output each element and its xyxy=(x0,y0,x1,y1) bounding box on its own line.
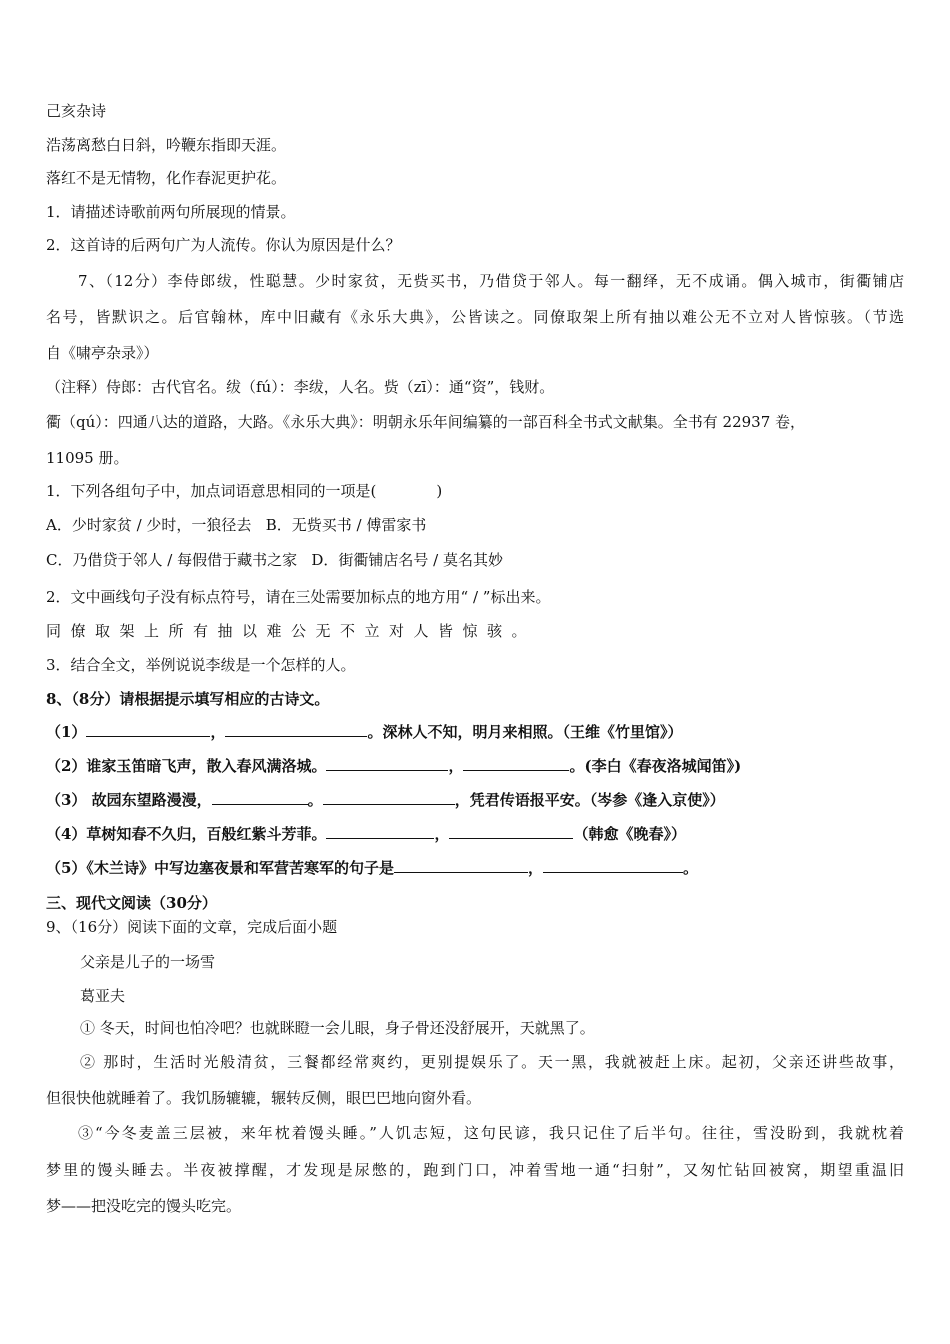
q7-note-1: （注释）侍郎：古代官名。绂（fú）：李绂，人名。赀（zī）：通“资”，钱财。 xyxy=(46,378,555,396)
article-paragraph-3-line-2: 梦里的馒头睡去。半夜被撑醒，才发现是尿憋的，跑到门口，冲着雪地一通“扫射”，又匆忙钻回被窝，期望重温旧 xyxy=(46,1161,904,1179)
q8-item-2-separator: ， xyxy=(448,757,464,775)
article-author: 葛亚夫 xyxy=(80,987,126,1005)
option-b: B．无赀买书 / 傅雷家书 xyxy=(265,516,427,534)
answer-blank[interactable] xyxy=(212,790,308,805)
article-paragraph-2-line-2: 但很快他就睡着了。我饥肠辘辘，辗转反侧，眼巴巴地向窗外看。 xyxy=(46,1089,482,1107)
answer-blank[interactable] xyxy=(225,722,367,737)
q8-item-5-text: （5）《木兰诗》中写边塞夜景和军营苦寒军的句子是 xyxy=(46,859,394,877)
q8-item-5-end: 。 xyxy=(682,859,698,877)
option-d: D．街衢铺店名号 / 莫名其妙 xyxy=(311,551,504,569)
article-paragraph-3-line-1: ③“今冬麦盖三层被，来年枕着馒头睡。”人饥志短，这句民谚，我只记住了后半句。往往，雪没盼到，我就枕着 xyxy=(78,1124,904,1142)
option-c: C．乃借贷于邻人 / 每假借于藏书之家 xyxy=(46,551,298,569)
poem-line-1: 浩荡离愁白日斜，吟鞭东指即天涯。 xyxy=(46,136,287,154)
q7-passage-line-1: 7、（12分）李侍郎绂，性聪慧。少时家贫，无赀买书，乃借贷于邻人。每一翻绎，无不成诵。偶入城市，街衢铺店 xyxy=(78,272,904,290)
q7-subquestion-3: 3．结合全文，举例说说李绂是一个怎样的人。 xyxy=(46,656,356,674)
q7-passage-line-3: 自《啸亭杂录》） xyxy=(46,344,159,362)
q7-subquestion-2: 2．文中画线句子没有标点符号，请在三处需要加标点的地方用“ / ”标出来。 xyxy=(46,588,551,606)
q8-item-3-text: （3） 故园东望路漫漫， xyxy=(46,791,212,809)
q8-item-4-text: （4）草树知春不久归，百般红紫斗芳菲。 xyxy=(46,825,327,843)
poem-question-2: 2．这首诗的后两句广为人流传。你认为原因是什么？ xyxy=(46,236,401,254)
q8-item-4 xyxy=(46,824,686,844)
q8-item-5 xyxy=(46,858,698,878)
q8-item-1-text: 。深林人不知，明月来相照。（王维《竹里馆》） xyxy=(367,723,683,741)
q8-item-1-number: （1） xyxy=(46,723,87,741)
q7-note-2: 衢（qú）：四通八达的道路，大路。《永乐大典》：明朝永乐年间编纂的一部百科全书式文献集。全书有 22937 卷， xyxy=(46,413,806,431)
article-paragraph-1: ① 冬天，时间也怕冷吧？也就眯瞪一会儿眼，身子骨还没舒展开，天就黑了。 xyxy=(80,1019,595,1037)
answer-blank[interactable] xyxy=(326,756,448,771)
section-3-heading: 三、现代文阅读（30分） xyxy=(46,894,217,912)
q8-item-3-separator: 。 xyxy=(307,791,323,809)
q7-passage-line-2: 名号，皆默识之。后官翰林，库中旧藏有《永乐大典》，公皆读之。同僚取架上所有抽以难公无不立对人皆惊骇。（节选 xyxy=(46,308,904,326)
answer-blank[interactable] xyxy=(449,824,573,839)
answer-blank[interactable] xyxy=(323,790,455,805)
q9-instruction: 9、（16分）阅读下面的文章，完成后面小题 xyxy=(46,918,338,936)
q8-item-5-separator: ， xyxy=(527,859,543,877)
option-a: A．少时家贫 / 少时，一狼径去 xyxy=(46,516,252,534)
answer-blank[interactable] xyxy=(394,858,528,873)
q8-item-1 xyxy=(46,722,682,742)
q8-item-2 xyxy=(46,756,741,776)
poem-line-2: 落红不是无情物，化作春泥更护花。 xyxy=(46,169,287,187)
article-title: 父亲是儿子的一场雪 xyxy=(80,953,216,971)
q7-subquestion-1: 1．下列各组句子中，加点词语意思相同的一项是( ) xyxy=(46,482,443,500)
q8-item-3 xyxy=(46,790,725,810)
answer-blank[interactable] xyxy=(326,824,434,839)
poem-title: 己亥杂诗 xyxy=(46,102,107,120)
q8-item-2-source: 。(李白《春夜洛城闻笛》) xyxy=(569,757,742,775)
answer-blank[interactable] xyxy=(86,722,210,737)
q7-options-ab xyxy=(46,515,426,535)
answer-blank[interactable] xyxy=(543,858,683,873)
poem-question-1: 1．请描述诗歌前两句所展现的情景。 xyxy=(46,203,296,221)
q7-note-3: 11095 册。 xyxy=(46,449,129,467)
q8-item-3-source: ，凭君传语报平安。（岑参《逢入京使》） xyxy=(454,791,725,809)
q8-item-1-separator: ， xyxy=(210,723,226,741)
article-paragraph-2-line-1: ② 那时，生活时光般清贫，三餐都经常爽约，更别提娱乐了。天一黑，我就被赶上床。起初，父亲还讲些故事， xyxy=(80,1053,904,1071)
q8-item-4-source: （韩愈《晚春》） xyxy=(573,825,686,843)
q8-heading: 8、（8分）请根据提示填写相应的古诗文。 xyxy=(46,690,330,708)
answer-blank[interactable] xyxy=(463,756,569,771)
article-paragraph-3-line-3: 梦——把没吃完的馒头吃完。 xyxy=(46,1197,242,1215)
q7-unpunctuated-sentence: 同僚取架上所有抽以难公无不立对人皆惊骇。 xyxy=(46,622,537,640)
q8-item-2-text: （2）谁家玉笛暗飞声，散入春风满洛城。 xyxy=(46,757,327,775)
q8-item-4-separator: ， xyxy=(434,825,450,843)
q7-options-cd xyxy=(46,550,503,570)
